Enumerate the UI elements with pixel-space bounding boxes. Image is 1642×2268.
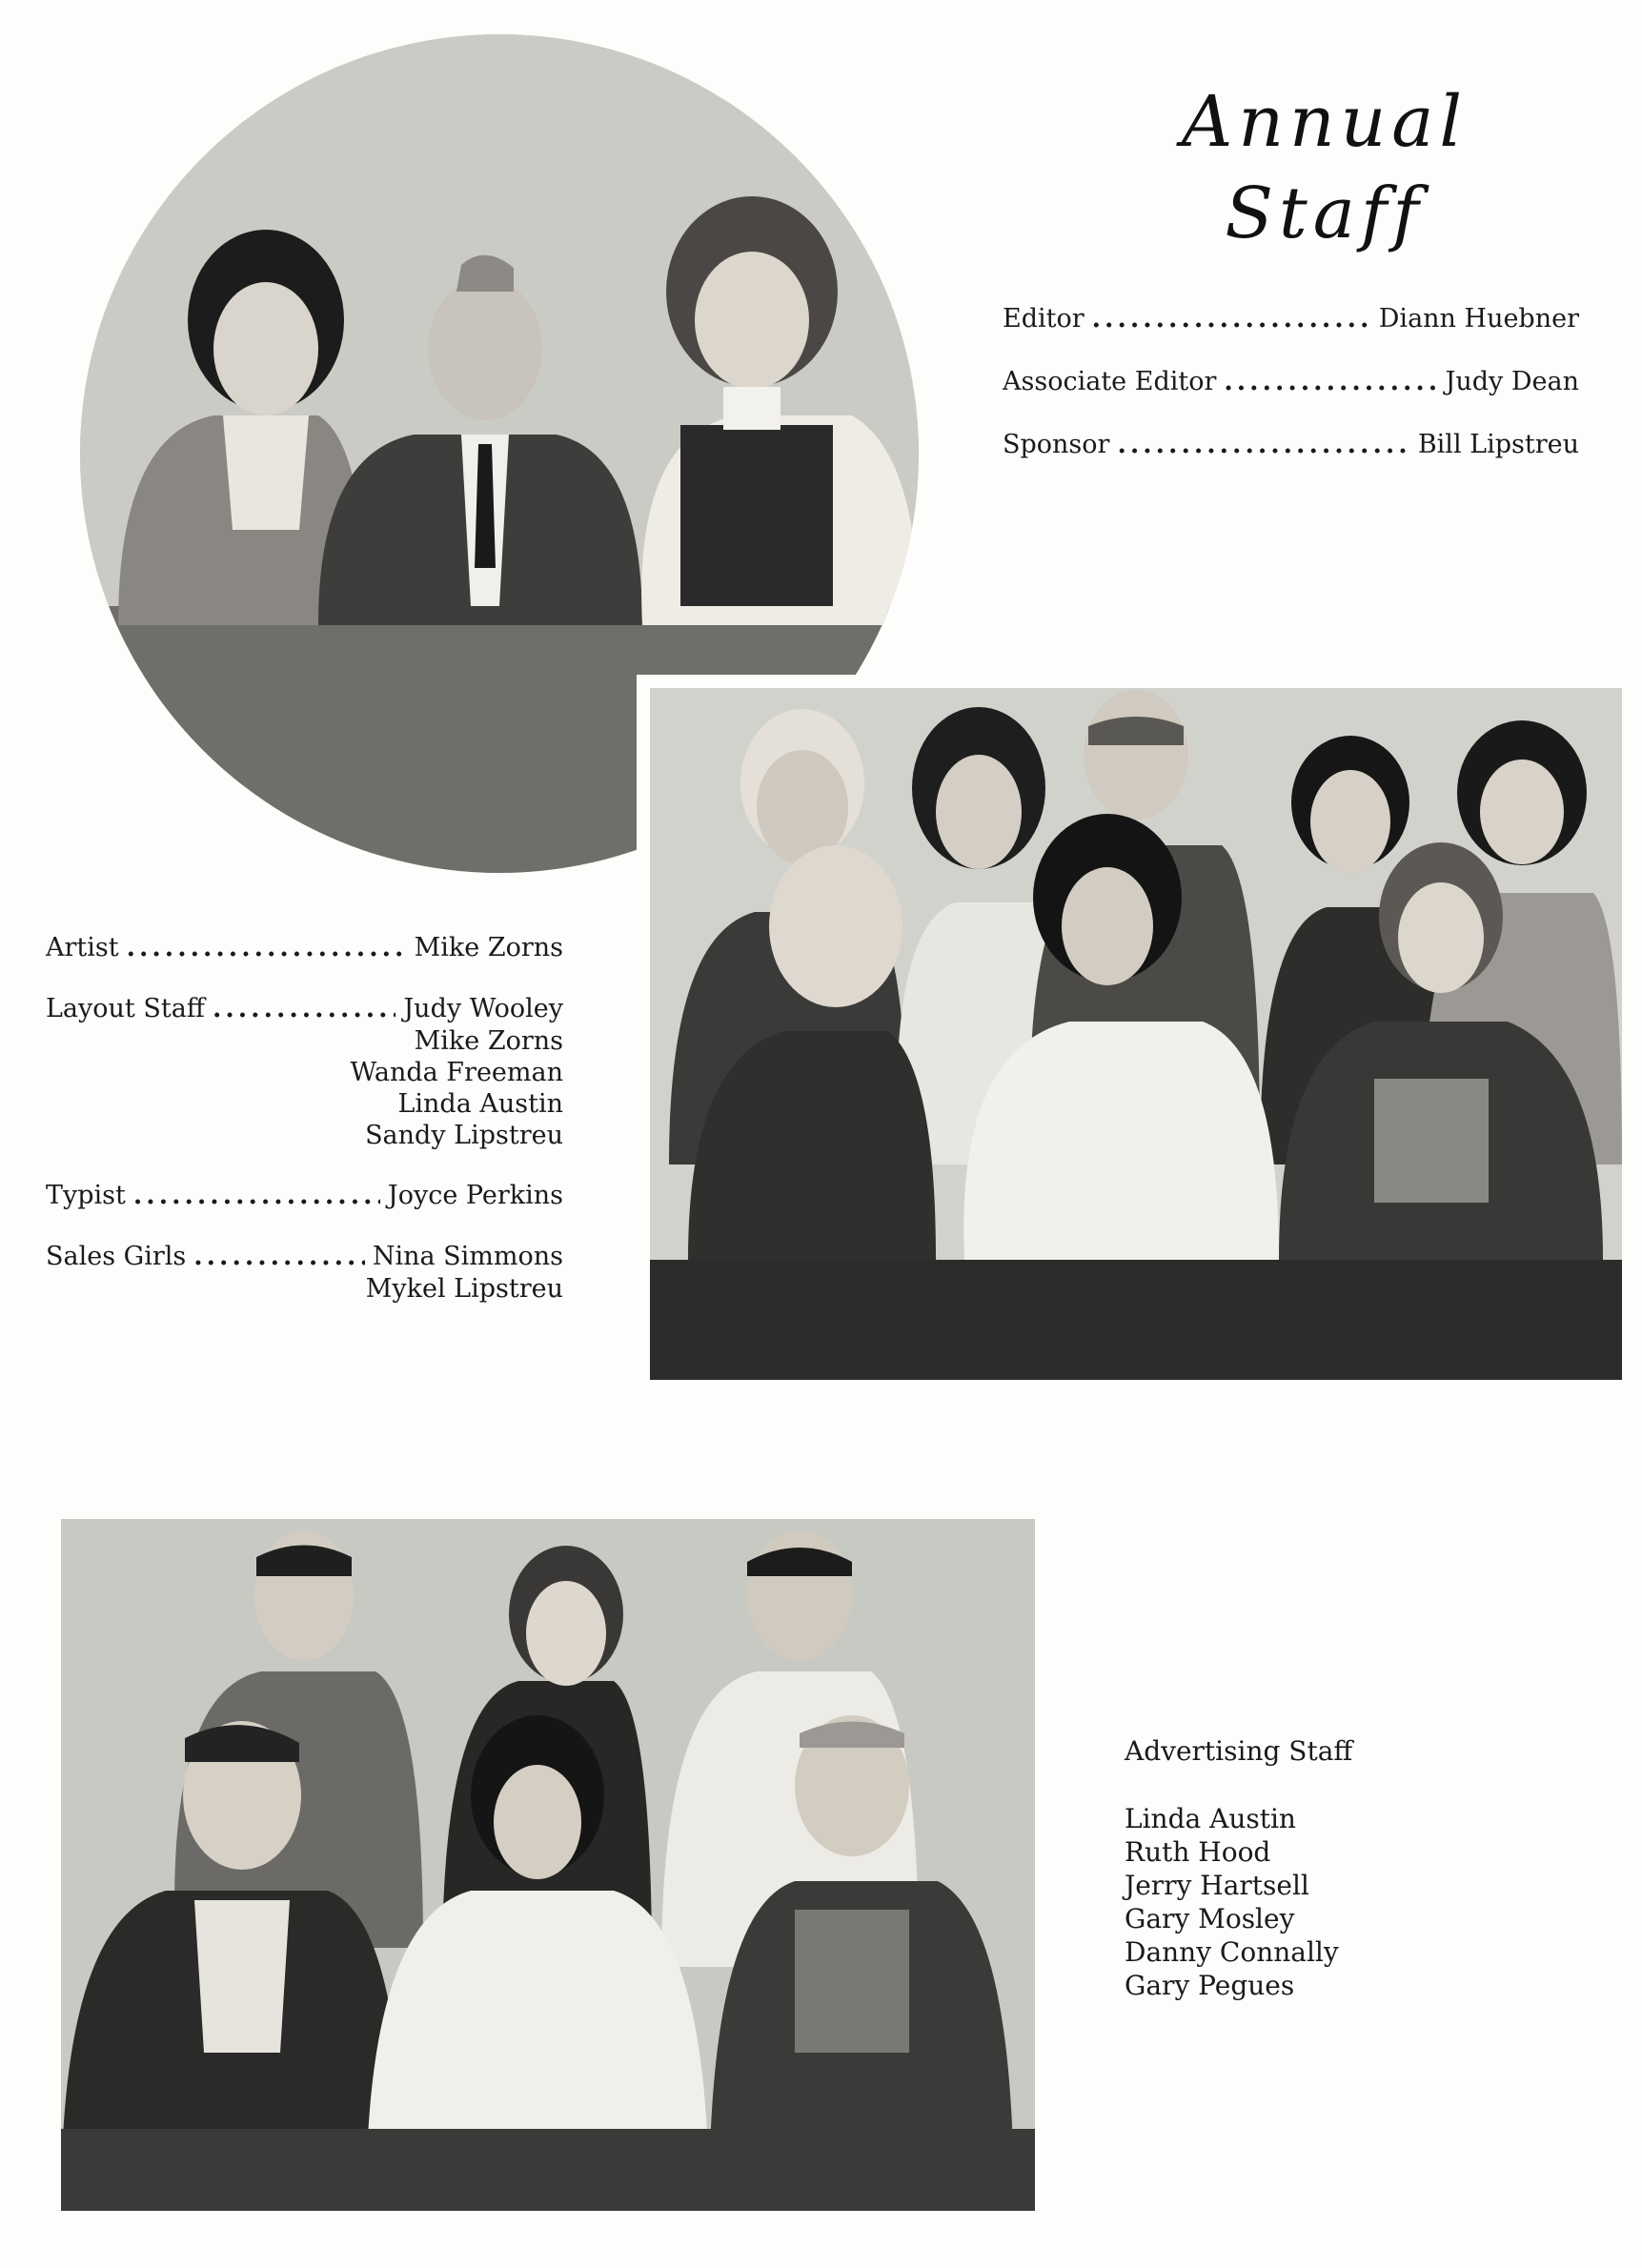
roster-group-sales [46, 1241, 563, 1305]
role-label: Layout Staff [46, 994, 205, 1023]
staff-roster [46, 932, 563, 1333]
advertising-staff-photo [61, 1519, 1035, 2211]
role-label: Sales Girls [46, 1242, 187, 1271]
advertising-staff-list [1125, 1734, 1525, 2002]
roster-group-artist [46, 932, 563, 964]
advertising-heading: Advertising Staff [1125, 1735, 1353, 1767]
advertising-name: Gary Mosley [1125, 1903, 1295, 1934]
roster-row-associate-editor [1003, 366, 1579, 398]
dot-leader [193, 1241, 365, 1273]
staff-name: Mykel Lipstreu [365, 1274, 563, 1304]
staff-name: Wanda Freeman [350, 1058, 563, 1087]
staff-name: Mike Zorns [414, 933, 563, 962]
advertising-staff-illustration [61, 1519, 1035, 2211]
role-label: Editor [1003, 304, 1085, 334]
dot-leader [1117, 429, 1409, 461]
roster-group-layout [46, 993, 563, 1151]
role-label: Sponsor [1003, 430, 1110, 459]
dot-leader [133, 1180, 380, 1212]
dot-leader [213, 993, 395, 1025]
staff-name: Judy Wooley [403, 994, 563, 1023]
page-title [1125, 76, 1525, 259]
title-line-2: Staff [1225, 172, 1425, 254]
annual-staff-group-photo [650, 688, 1622, 1380]
staff-name: Nina Simmons [372, 1242, 563, 1271]
advertising-name: Linda Austin [1125, 1803, 1296, 1834]
staff-name: Sandy Lipstreu [365, 1121, 563, 1150]
role-label: Artist [46, 933, 119, 962]
role-label: Associate Editor [1003, 367, 1217, 396]
dot-leader [1224, 366, 1437, 398]
dot-leader [1092, 303, 1371, 335]
staff-name: Diann Huebner [1378, 304, 1579, 334]
dot-leader [127, 932, 407, 964]
title-line-1: Annual [1181, 81, 1469, 163]
advertising-name: Gary Pegues [1125, 1970, 1295, 2001]
annual-staff-group-illustration [650, 688, 1622, 1380]
staff-name: Joyce Perkins [387, 1181, 563, 1210]
staff-name: Linda Austin [397, 1089, 563, 1119]
staff-name: Mike Zorns [414, 1026, 563, 1056]
roster-group-typist [46, 1180, 563, 1212]
editors-roster [1003, 303, 1579, 492]
roster-row-sponsor [1003, 429, 1579, 461]
advertising-name: Ruth Hood [1125, 1836, 1271, 1868]
role-label: Typist [46, 1181, 126, 1210]
advertising-name: Danny Connally [1125, 1936, 1339, 1968]
staff-name: Judy Dean [1445, 367, 1579, 396]
advertising-name: Jerry Hartsell [1125, 1870, 1309, 1901]
roster-row-editor [1003, 303, 1579, 335]
staff-name: Bill Lipstreu [1417, 430, 1579, 459]
